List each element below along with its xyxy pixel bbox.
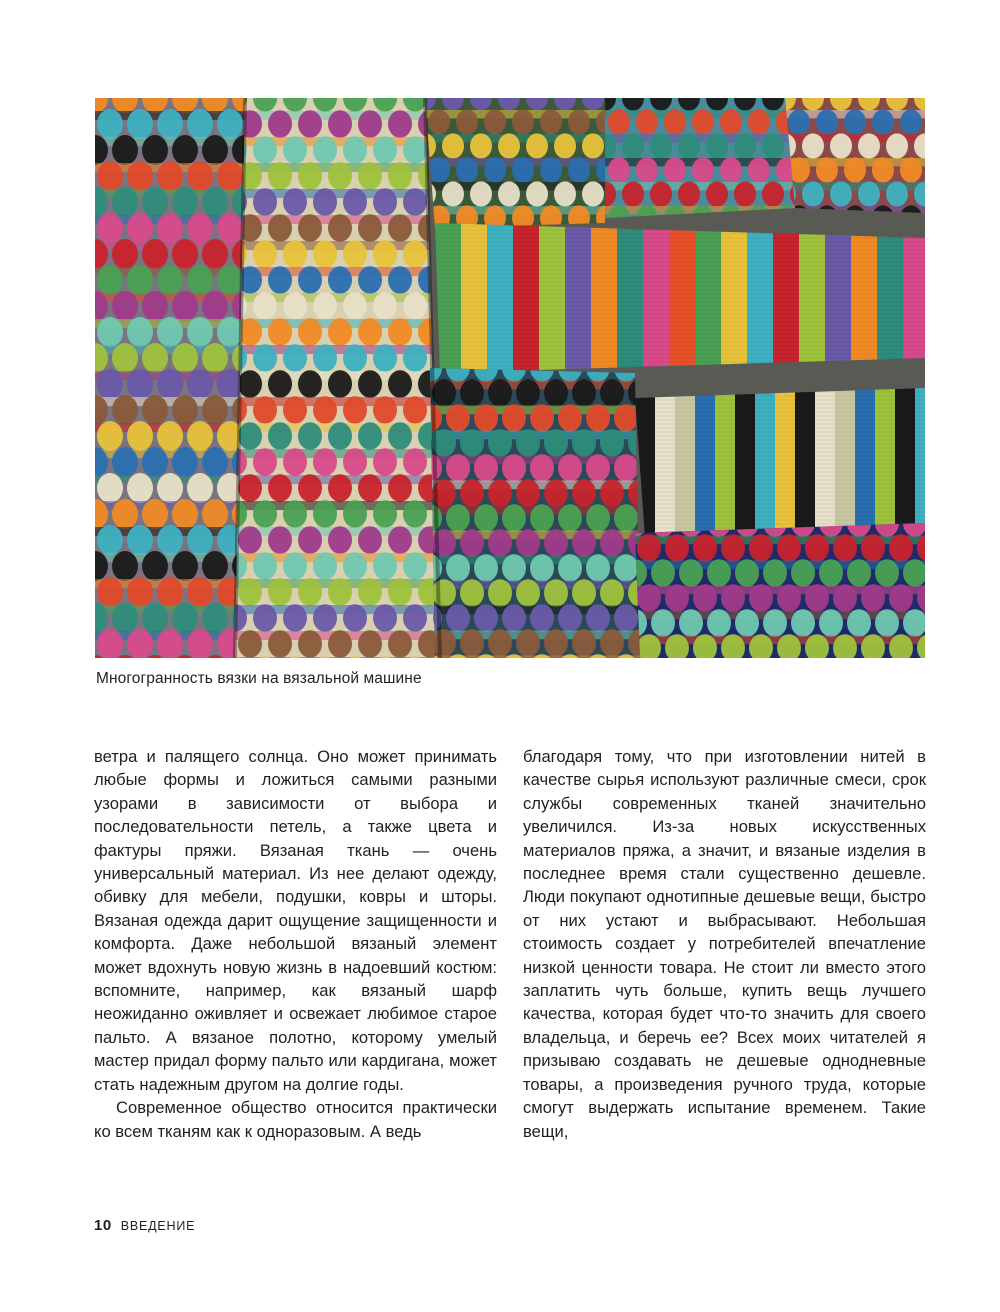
page-footer (94, 1217, 195, 1234)
figure-caption: Многогранность вязки на вязальной машине (96, 670, 422, 687)
page-number: 10 (94, 1217, 112, 1234)
paragraph-continued: ветра и палящего солнца. Оно может принимать любые формы и ложиться самыми разными узорами в зависимости от выбора и последовательности петель, а также цвета и фактуры пряжи. Вязаная ткань — очень универсальный материал. Из нее делают одежду, обивку для мебели, подушки, ковры и шторы. Вязаная одежда дарит ощущение защищенности и комфорта. Даже небольшой вязаный элемент может вдохнуть новую жизнь в надоевший костюм: вспомните, например, как вязаный шарф неожиданно оживляет и освежает любимое старое пальто. А вязаное полотно, которому умелый мастер придал форму пальто или кардигана, может стать надежным другом на долгие годы. (94, 747, 497, 1094)
section-title: ВВЕДЕНИЕ (120, 1219, 196, 1233)
paragraph-continued: благодаря тому, что при изготовлении нитей в качестве сырья используют различные смеси, срок службы современных тканей значительно увеличился. Из-за новых искусственных материалов пряжа, а значит, и вязаные изделия в последнее время стали существенно дешевле. Люди покупают однотипные дешевые вещи, быстро от них устают и выбрасывают. Небольшая стоимость создает у потребителей впечатление низкой ценности товара. Не стоит ли вместо этого заплатить чуть больше, купить вещь лучшего качества, которая будет что-то значить для своего владельца, и беречь ее? Всех моих читателей я призываю создавать не дешевые однодневные товары, а произведения ручного труда, которые смогут выдержать испытание временем. Такие вещи, (523, 747, 926, 1141)
knitted-fabrics-photo (95, 98, 925, 658)
left-text-column (94, 745, 497, 1143)
paragraph: Современное общество относится практически ко всем тканям как к одноразовым. А ведь (94, 1098, 497, 1141)
right-text-column (523, 745, 926, 1143)
